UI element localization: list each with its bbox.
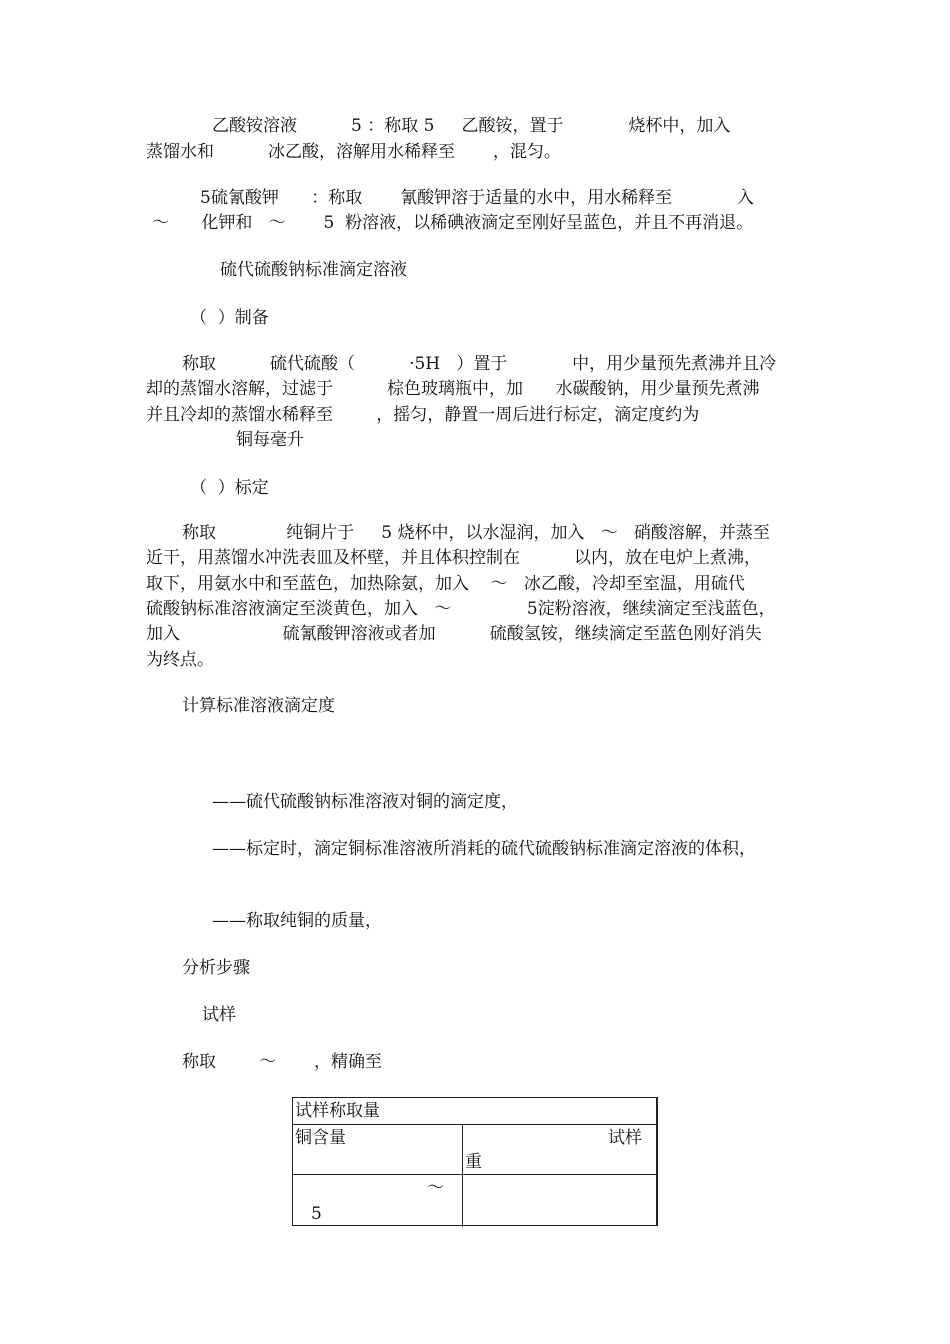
text-line: 称取 纯铜片于 5 烧杯中，以水湿润，加入 ～ 硝酸溶解，并蒸至	[182, 523, 770, 543]
table-header-row	[293, 1098, 656, 1125]
text-line: 并且冷却的蒸馏水稀释至 ，摇匀，静置一周后进行标定，滴定度约为	[146, 405, 700, 425]
text-line: 称取 硫代硫酸（ ·5H ）置于 中，用少量预先煮沸并且冷	[182, 354, 777, 374]
definition-line: ——称取纯铜的质量，	[212, 911, 382, 931]
text-line: 乙酸铵溶液 5 ：称取 5 乙酸铵，置于 烧杯中，加入	[212, 116, 731, 136]
text-line: 取下，用氨水中和至蓝色，加热除氨，加入 ～ 冰乙酸，冷却至室温，用硫代	[146, 574, 745, 594]
text-line: 硫酸钠标准溶液滴定至淡黄色，加入 ～ 5淀粉溶液，继续滴定至浅蓝色，	[146, 599, 776, 619]
subsection-heading: （ ）标定	[190, 478, 269, 498]
table-row	[293, 1124, 656, 1175]
section-heading: 硫代硫酸钠标准滴定溶液	[220, 260, 407, 280]
table-cell: 5	[311, 1204, 322, 1224]
text-line: 加入 硫氰酸钾溶液或者加 硫酸氢铵，继续滴定至蓝色刚好消失	[146, 624, 762, 644]
sample-weight-table	[292, 1097, 658, 1226]
text-line: 为终点。	[146, 650, 214, 670]
definition-line: ——标定时，滴定铜标准溶液所消耗的硫代硫酸钠标准滴定溶液的体积，	[212, 839, 756, 859]
text-line: 铜每毫升	[236, 430, 304, 450]
table-cell: ～	[427, 1178, 444, 1198]
text-line: 蒸馏水和 冰乙酸，溶解用水稀释至 ，混匀。	[146, 142, 561, 162]
section-heading: 分析步骤	[182, 958, 250, 978]
text-line: 近干，用蒸馏水冲洗表皿及杯壁，并且体积控制在 以内，放在电炉上煮沸，	[146, 548, 762, 568]
table-cell: 重	[465, 1152, 482, 1172]
table-cell: 铜含量	[295, 1128, 346, 1148]
subsection-heading: （ ）制备	[190, 308, 269, 328]
subsection-heading: 试样	[202, 1005, 236, 1025]
table-divider	[462, 1124, 463, 1227]
table-cell: 试样	[608, 1128, 642, 1148]
text-line: 5硫氰酸钾 ：称取 氰酸钾溶于适量的水中，用水稀释至 入	[200, 188, 754, 208]
table-header: 试样称取量	[295, 1101, 380, 1121]
section-heading: 计算标准溶液滴定度	[182, 696, 335, 716]
text-line: 却的蒸馏水溶解，过滤于 棕色玻璃瓶中，加 水碳酸钠，用少量预先煮沸	[146, 379, 760, 399]
text-line: 称取 ～ ，精确至	[182, 1052, 383, 1072]
text-line: ～ 化钾和 ～ 5 粉溶液，以稀碘液滴定至刚好呈蓝色，并且不再消退。	[152, 213, 754, 233]
definition-line: ——硫代硫酸钠标准溶液对铜的滴定度，	[212, 792, 518, 812]
